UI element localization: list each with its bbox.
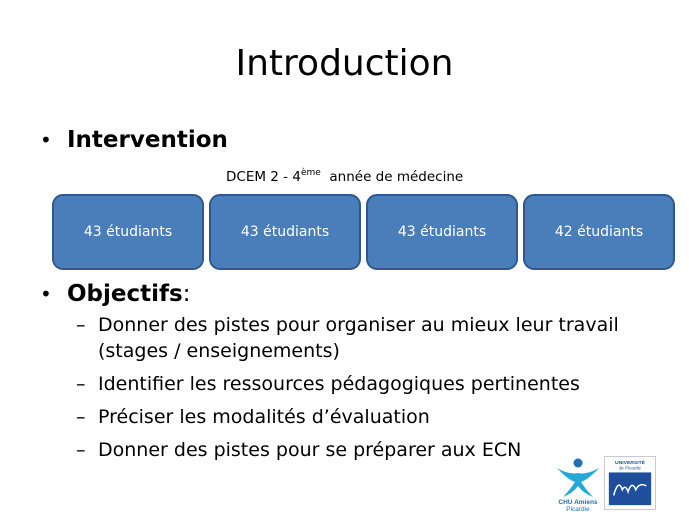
chu-logo-figure: [557, 468, 599, 497]
bullet-dot: •: [40, 128, 52, 152]
level-subtitle: [226, 164, 463, 186]
group-box-1: [52, 194, 204, 270]
group-label: 43 étudiants: [240, 224, 330, 240]
group-label: 42 étudiants: [554, 224, 644, 240]
subtitle-sup: ème: [300, 168, 321, 178]
subtitle-suffix: année de médecine: [329, 169, 464, 185]
group-box-4: [523, 194, 675, 270]
objective-text: Préciser les modalités d’évaluation: [98, 406, 430, 428]
objective-text: Donner des pistes pour se préparer aux ECN: [98, 439, 522, 461]
group-box-3: [366, 194, 518, 270]
bullet-objectifs-label: Objectifs: [67, 281, 183, 307]
chu-amiens-logo: [553, 455, 603, 513]
bullet-intervention-label: Intervention: [67, 127, 228, 153]
chu-logo-line1: CHU Amiens: [558, 499, 598, 506]
objective-text: (stages / enseignements): [98, 340, 340, 362]
group-label: 43 étudiants: [83, 224, 173, 240]
upjv-logo-line2: de Picardie: [618, 465, 642, 471]
bullet-objectifs: [40, 280, 190, 308]
objective-item-3: [76, 405, 430, 430]
bullet-objectifs-colon: :: [182, 281, 191, 307]
upjv-logo-line1: UNIVERSITÉ: [615, 459, 645, 466]
objective-item-1-continued: [76, 339, 340, 364]
bullet-dot: •: [40, 282, 52, 306]
objective-text: Donner des pistes pour organiser au mieux leur travail: [98, 314, 619, 336]
upjv-logo: [604, 456, 656, 510]
group-label: 43 étudiants: [397, 224, 487, 240]
objective-item-1: [76, 313, 619, 338]
objective-text: Identifier les ressources pédagogiques pertinentes: [98, 373, 580, 395]
slide-title: Introduction: [235, 43, 454, 84]
bullet-intervention: [40, 126, 228, 154]
objective-item-2: [76, 372, 580, 397]
dash: –: [76, 314, 86, 336]
dash: –: [76, 439, 86, 461]
chu-logo-line2: Picardie: [566, 506, 590, 513]
subtitle-prefix: DCEM 2 - 4: [226, 169, 301, 185]
dash: –: [76, 406, 86, 428]
objective-item-4: [76, 438, 521, 463]
chu-logo-head: [574, 459, 583, 468]
dash: –: [76, 373, 86, 395]
group-box-2: [209, 194, 361, 270]
